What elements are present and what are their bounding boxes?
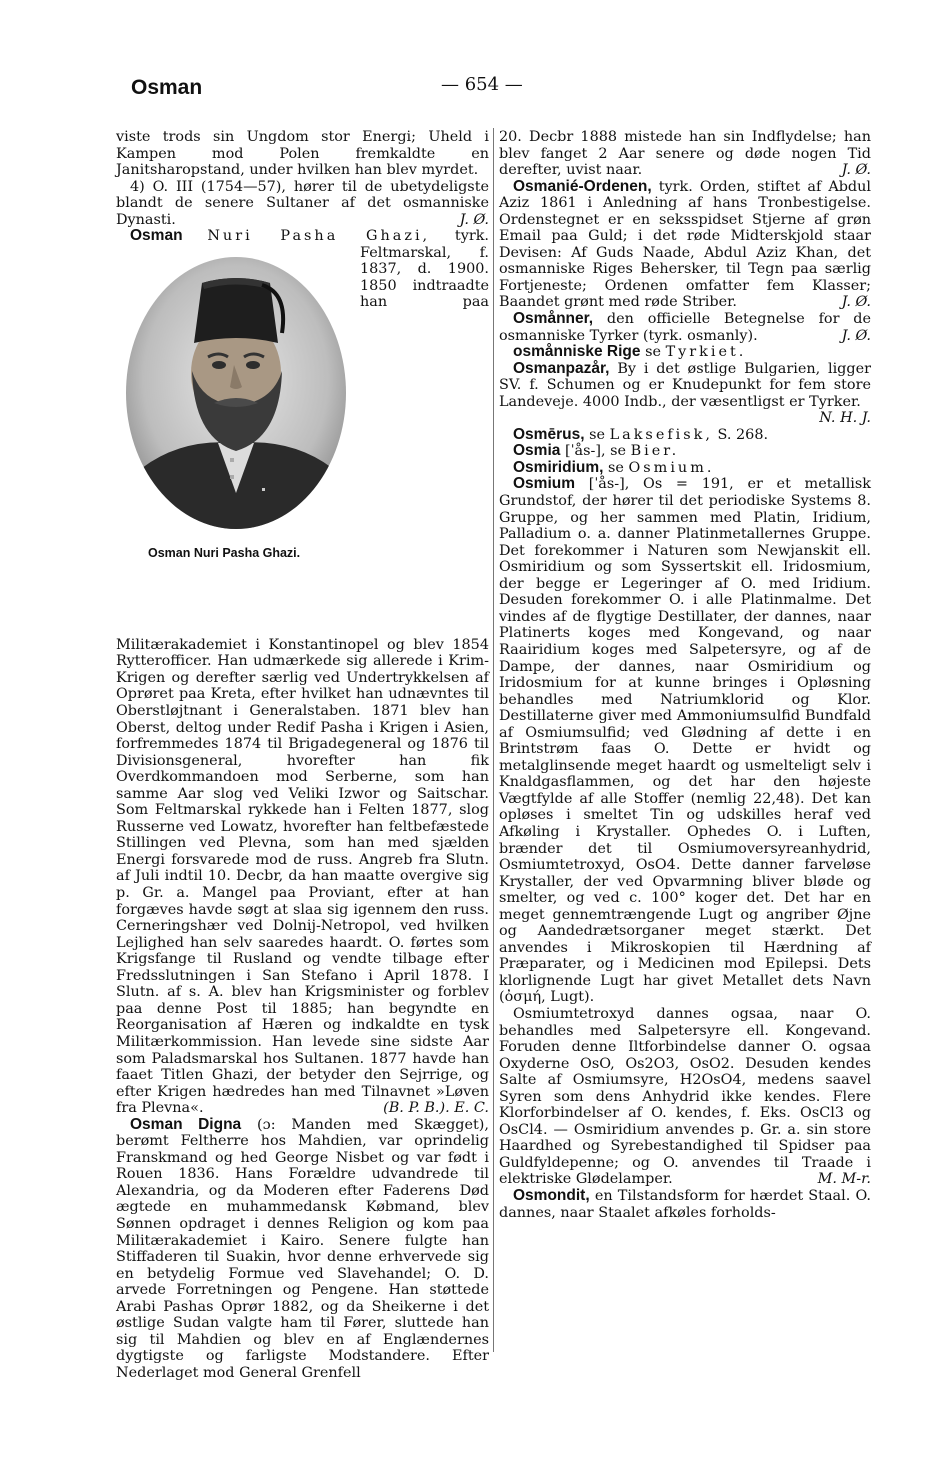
entry-headword: Osmia	[513, 442, 561, 460]
page-header	[131, 70, 871, 104]
author-signature: J. Ø.	[459, 211, 489, 228]
entry-osman-nuri-pasha	[116, 228, 489, 1116]
cross-reference: Bier.	[630, 443, 680, 460]
entry-headword: Osmiridium,	[513, 458, 604, 476]
entry-osmanie-ordenen	[499, 179, 871, 311]
entry-headword: Osmanpazår,	[513, 359, 610, 377]
entry-text: 4) O. III (1754—57), hører til de ubetydeligste blandt de senere Sultaner af det osmanniske Dynasti.	[116, 178, 489, 228]
entry-osmanniske-rige	[499, 344, 871, 361]
entry-osman-digna	[116, 1117, 489, 1382]
entry-osmanpazar	[499, 361, 871, 427]
entry-text: (ɔ: Manden med Skægget), berømt Feltherre hos Mahdien, var oprindelig Franskmand og hed George Nisbet og var født i Rouen 1836. Hans Forældre udvandrede til Alexandria, og da Moderen efter Faderens Død ægtede en muhammedansk Købmand, blev Sønnen opdraget i dennes Religion og kom paa Militærakademiet i Kairo. Senere fulgte han Stiffaderen til Suakin, hvor denne erhvervede sig en betydelig Formue ved Slavehandel; O. D. arvede Forretningen og Pengene. Han støttede Arabi Pashas Oprør 1882, og da Sheikerne i det østlige Sudan valgte ham til Fører, sluttede han sig til Mahdien og blev en af Englændernes dygtigste og farligste Modstandere. Efter Nederlaget mod General Grenfell	[116, 1116, 489, 1381]
cross-reference: Tyrkiet.	[665, 344, 747, 361]
entry-paragraph	[116, 129, 489, 179]
entry-osmium	[499, 476, 871, 1006]
author-signature: J. Ø.	[841, 162, 871, 179]
entry-paragraph	[499, 1006, 871, 1188]
entry-headword: Osmånner,	[513, 310, 594, 328]
entry-text: den officielle Betegnelse for de osmanniske Tyrker (tyrk. osmanly).	[499, 311, 871, 344]
author-signature: N. H. J.	[819, 410, 871, 427]
entry-osmia	[499, 443, 871, 460]
entry-osmerus	[499, 427, 871, 444]
cross-reference: Osmium.	[628, 459, 715, 476]
cross-reference: Laksefisk,	[609, 426, 713, 443]
entry-text: viste trods sin Ungdom stor Energi; Uheld i Kampen mod Polen fremkaldte en Janitsharopstand, under hvilken han blev myrdet.	[116, 129, 489, 179]
entry-text: 20. Decbr 1888 mistede han sin Indflydelse; han blev fanget 2 Aar senere og døde nogen Tid derefter, uvist naar.	[499, 129, 871, 179]
portrait-image	[122, 253, 350, 533]
entry-headword: osmånniske Rige	[513, 343, 641, 361]
entry-text: S. 268.	[717, 426, 769, 443]
entry-paragraph	[499, 129, 871, 179]
entry-text: se	[608, 459, 624, 476]
author-signature: M. M-r.	[817, 1171, 871, 1188]
portrait-caption: Osman Nuri Pasha Ghazi.	[148, 545, 301, 560]
entry-text: en Tilstandsform for hærdet Staal. O. dannes, naar Staalet afkøles forholds-	[499, 1188, 871, 1221]
entry-osmanner	[499, 311, 871, 344]
entry-text: tyrk. Orden, stiftet af Abdul Aziz 1861 i Anledning af hans Tronbestigelse. Ordenstegnet er en seksspidset Stjerne af grøn Email paa Guld; i det røde Midterskjold staar Devisen: Af Guds Naade, Abdul Aziz Khan, det osmanniske Riges Behersker, til Tegn paa særlig Fortjeneste; Ordenen omfatter fem Klasser; Baandet grønt med røde Striber.	[499, 178, 872, 311]
entry-headword: Osman	[130, 227, 183, 245]
column-divider	[493, 128, 494, 1352]
entry-headword: Osmium	[513, 475, 576, 493]
entry-headword: Osmondit,	[513, 1187, 590, 1204]
entry-paragraph	[116, 179, 489, 229]
portrait-oval	[122, 253, 350, 533]
page-number: — 654 —	[441, 74, 523, 95]
entry-headword: Osmanié-Ordenen,	[513, 177, 652, 195]
entry-osmondit	[499, 1188, 871, 1221]
entry-text: Osmiumtetroxyd dannes ogsaa, naar O. behandles med Salpetersyre ell. Kongevand. Foruden denne Iltforbindelse danner O. ogsaa Oxyderne OsO, Os2O3, OsO2. Desuden kendes Salte af Osmiumsyre, H2OsO4, medens saavel Syren som dens Anhydrid ikke kendes. Flere Klorforbindelser af O. kendes, f. Eks. OsCl3 og OsCl4. — Osmiridium anvendes p. Gr. a. sin store Haardhed og Syrebestandighed til Spidser paa Guldfyldepenne; og O. anvendes til Traade i elektriske Glødelamper.	[499, 1005, 871, 1188]
author-signature: J. Ø.	[841, 327, 871, 344]
entry-text: se	[589, 426, 605, 443]
entry-text: [ˈås-], se	[564, 443, 627, 460]
portrait-figure	[116, 247, 352, 637]
author-signature: J. Ø.	[841, 294, 871, 311]
entry-headword: Osmērus,	[513, 425, 585, 443]
left-column	[116, 129, 489, 1381]
author-signature: (B. P. B.). E. C.	[383, 1100, 489, 1117]
entry-text: se	[645, 344, 661, 361]
entry-text: [ˈås-], Os = 191, er et metallisk Grundstof, der hører til det periodiske Systems 8. Gruppe, og her sammen med Platin, Iridium, Palladium o. a. danner Platinmetallernes Gruppe. Det forekommer i Naturen som Newjanskit ell. Osmiridium og som Syssertskit ell. Iridosmium, der begge er Legeringer af O. med Iridium. Desuden forekommer O. i alle Platinmalme. Det vindes af de flygtige Destillater, der dannes, naar Platinerts koges med Kongevand, og naar Raairidium koges med Salpetersyre, og af de Dampe, der dannes, naar Osmiridium og Iridosmium for at kunne bringes i Opløsning behandles med Natriumklorid og Klor. Destillaterne giver med Ammoniumsulfid Bundfald af Osmiumsulfid; ved Glødning af dette i en Brintstrøm faas O. Dette er hvidt og metalglinsende meget haardt og usmelteligt selv i Knaldgasflammen, og det har den højeste Vægtfylde af alle Stoffer (nemlig 22,48). Det kan opløses i smeltet Tin og udskilles heraf ved Afkøling i Krystaller. Ophedes O. i Luften, brænder det til Osmiumoversyreanhydrid, Osmiumtetroxyd, OsO4. Dette danner farveløse Krystaller, der ved Opvarmning bliver bløde og smelter, og ved c. 100° koger det. Det har en meget gennemtrængende Lugt og angriber Øjne og Aandedrætsorganer meget stærkt. Det anvendes i Mikroskopien til Hærdning af Præparater, og i Medicinen mod Epilepsi. Dets klorlignende Lugt har givet Metallet dets Navn (ὀσμή, Lugt).	[499, 476, 871, 1006]
entry-osmiridium	[499, 460, 871, 477]
entry-headword: Osman Digna	[130, 1115, 242, 1133]
running-head-word: Osman	[131, 76, 203, 99]
entry-text: By i det østlige Bulgarien, ligger SV. f. Schumen og er Knudepunkt for fem store Landeveje. 4000 Indb., der væsentligst er Tyrker.	[499, 360, 872, 410]
right-column	[499, 129, 871, 1221]
entry-spaced-name: Nuri Pasha Ghazi,	[207, 228, 431, 245]
entry-text: tyrk. Feltmarskal, f. 1837, d. 1900. 1850 indtraadte han paa Militærakademiet i Konstantinopel og blev 1854 Rytterofficer. Han udmærkede sig allerede i Krim-Krigen og derefter særlig ved Undertrykkelsen af Oprøret paa Kreta, efter hvilket han udnævntes til Oberstløjtnant i Generalstaben. 1871 blev han Oberst, deltog under Redif Pasha i Krigen i Asien, forfremmedes 1874 til Brigadegeneral og 1876 til Divisionsgeneral, hvorefter han fik Overdkommandoen mod Serberne, som han samme Aar slog ved Veliki Izwor og Saitschar. Som Feltmarskal rykkede han i Felten 1877, slog Russerne ved Lowatz, hvorefter han feltbefæstede Stillingen ved Plevna, som han med sjælden Energi forsvarede mod de russ. Angreb fra Slutn. af Juli indtil 10. Decbr, da han maatte overgive sig p. Gr. a. Mangel paa Proviant, efter at han forgæves havde søgt at slaa sig igennem den russ. Cerneringshær ved Dolnij-Netropol, ved hvilken Lejlighed han selv saaredes haardt. O. førtes som Krigsfange til Rusland og vendte tilbage efter Fredsslutningen i San Stefano i April 1878. I Slutn. af s. A. blev han Krigsminister og forblev paa denne Post til 1885; han begyndte en Reorganisation af Hæren og indkaldte en tysk Militærkommission. Han levede sine sidste Aar som Paladsmarskal hos Sultanen. 1877 havde han faaet Titlen Ghazi, der betyder den Sejrrige, og efter Krigen hædredes han med Tilnavnet »Løven fra Plevna«.	[116, 228, 489, 1117]
